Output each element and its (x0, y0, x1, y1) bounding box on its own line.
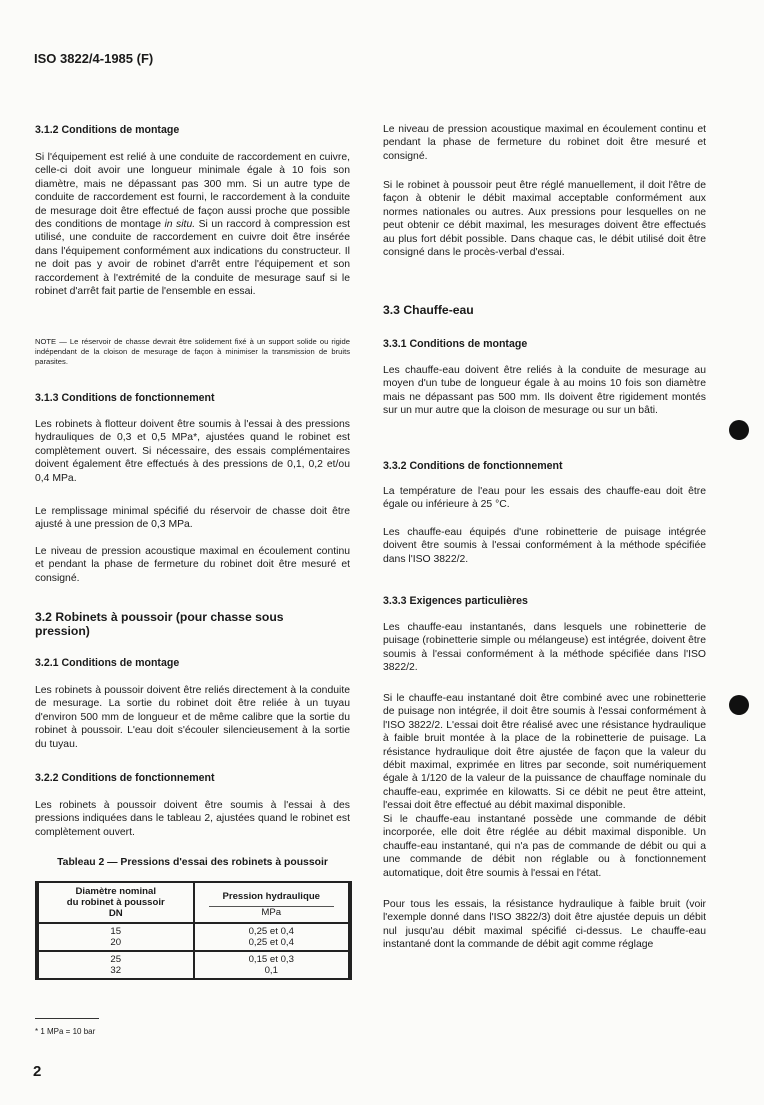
paragraph: Le remplissage minimal spécifié du réservoir de chasse doit être ajusté à une pression de 0,3 MPa. (35, 506, 350, 531)
footnote-rule (35, 1018, 99, 1019)
note: NOTE — Le réservoir de chasse devrait être solidement fixé à un support solide ou rigide indépendant de la cloison de mesurage de façon à minimiser la transmission de bruits parasites. (35, 337, 350, 367)
paragraph: Si le chauffe-eau instantané possède une commande de débit incorporée, elle doit être réglée au débit maximal disponible. Un chauffe-eau instantané, qui n'a pas de commande de débit ou qui a une commande de débit non réglable ou à fonctionnement automatique, doit être soumis à l'essai en l'état. (383, 814, 706, 879)
paragraph: Si le robinet à poussoir peut être réglé manuellement, il doit l'être de façon à obtenir le débit maximal acceptable conformément aux normes nationales ou autres. Aux pressions pour lesquelles on ne peut obtenir ce débit maximal, les mesurages doivent être effectués au plus fort débit possible. Dans chaque cas, le débit utilisé doit être consigné dans le procès-verbal d'essai. (383, 180, 706, 259)
paragraph: Les robinets à poussoir doivent être reliés directement à la conduite de mesurage. La sortie du robinet doit être reliée à un tuyau d'environ 500 mm de longueur et de même calibre que la sortie du robinet à poussoir. L'eau doit s'écouler silencieusement à la sortie du tuyau. (35, 685, 350, 750)
paragraph: Pour tous les essais, la résistance hydraulique à faible bruit (voir l'exemple donné dans l'ISO 3822/3) doit être ajustée depuis un débit nul jusqu'au débit maximal spécifié ci-dessus. Le chauffe-eau instantané dont la commande de débit agit comme réglage (383, 899, 706, 951)
section-3-2-heading: 3.2 Robinets à poussoir (pour chasse sous pression) (35, 610, 284, 638)
document-header-title: ISO 3822/4-1985 (F) (34, 51, 154, 66)
section-3-2-2-heading: 3.2.2 Conditions de fonctionnement (35, 772, 215, 784)
header-line: DN (108, 908, 123, 919)
section-3-3-1-heading: 3.3.1 Conditions de montage (383, 338, 528, 350)
unit: MPa (261, 906, 282, 918)
section-3-1-3-heading: 3.1.3 Conditions de fonctionnement (35, 392, 215, 404)
header-line: du robinet à poussoir (66, 897, 165, 908)
paragraph: La température de l'eau pour les essais des chauffe-eau doit être égale ou inférieure à 25 °C. (383, 486, 706, 511)
section-3-3-2-heading: 3.3.2 Conditions de fonctionnement (383, 460, 563, 472)
table-caption: Tableau 2 — Pressions d'essai des robinets à poussoir (57, 857, 328, 868)
paragraph: Les chauffe-eau doivent être reliés à la conduite de mesurage au moyen d'un tube de longueur égale à au moins 10 fois son diamètre mais ne dépassant pas 500 mm. Ils doivent être rigidement montés sur un mur autre que la cloison de mesurage ou sur un bâti. (383, 365, 706, 417)
table-row-group (38, 951, 349, 978)
header-line: Pression hydraulique (209, 888, 335, 907)
text: Si l'équipement est relié à une conduite de raccordement en cuivre, celle-ci doit avoir une longueur minimale égale à 10 fois son diamètre, mais ne dépassant pas 300 mm. Si un autre type de conduite de raccordement est fourni, le raccordement à la conduite de mesurage doit être effectué de façon aussi proche que possible des conditions de montage (35, 152, 350, 231)
punch-hole-mark (729, 420, 749, 440)
section-3-1-2-heading: 3.1.2 Conditions de montage (35, 124, 180, 136)
paragraph: Le niveau de pression acoustique maximal en écoulement continu et pendant la phase de fermeture du robinet doit être mesuré et consigné. (35, 546, 350, 584)
paragraph: Les robinets à flotteur doivent être soumis à l'essai à des pressions hydrauliques de 0,3 et 0,5 MPa*, ajustées quand le robinet est complètement ouvert. Si nécessaire, des essais complémentaires doivent également être effectués à des pressions de 0,1, 0,2 et/ou 0,4 MPa. (35, 419, 350, 484)
section-3-1-2-paragraph (35, 151, 350, 298)
paragraph: Le niveau de pression acoustique maximal en écoulement continu et pendant la phase de fermeture du robinet doit être mesuré et consigné. (383, 124, 706, 162)
punch-hole-mark (729, 695, 749, 715)
pressure-table (35, 881, 352, 980)
dn-cell: 25 32 (38, 951, 194, 978)
pressure-cell: 0,15 et 0,3 0,1 (194, 951, 350, 978)
section-3-3-heading: 3.3 Chauffe-eau (383, 303, 474, 317)
section-3-2-1-heading: 3.2.1 Conditions de montage (35, 657, 180, 669)
paragraph: Les chauffe-eau équipés d'une robinetterie de puisage intégrée doivent être soumis à l'essai conformément à la méthode spécifiée dans l'ISO 3822/2. (383, 527, 706, 565)
paragraph: Les robinets à poussoir doivent être soumis à l'essai à des pressions indiquées dans le tableau 2, ajustées quand le robinet est complètement ouvert. (35, 800, 350, 838)
pressure-cell: 0,25 et 0,4 0,25 et 0,4 (194, 923, 350, 951)
text: Si un raccord à compression est utilisé, une conduite de raccordement en cuivre doit être insérée dans l'équipement conformément aux indications du constructeur. Il ne doit pas y avoir de robinet d'arrêt entre l'équipement et son raccordement à l'extrémité de la conduite de mesurage sauf si le robinet d'arrêt fait partie de l'ensemble en essai. (35, 219, 351, 298)
table-row-group (38, 923, 349, 951)
paragraph: Si le chauffe-eau instantané doit être combiné avec une robinetterie de puisage non intégrée, il doit être soumis à l'essai conformément à l'ISO 3822/2. L'essai doit être réalisé avec une résistance hydraulique à faible bruit montée à la place de la robinetterie de puisage. La résistance hydraulique doit être ajustée de façon que la valeur du débit maximal, exprimée en litres par seconde, soit numériquement égale à 1/120 de la valeur de la puissance de chauffage nominale du chauffe-eau, exprimée en kilowatts. Si ce débit ne peut être atteint, l'essai doit être effectué au débit maximal disponible. (383, 693, 706, 812)
footnote: * 1 MPa = 10 bar (35, 1027, 96, 1036)
page-number: 2 (33, 1063, 42, 1080)
paragraph: Les chauffe-eau instantanés, dans lesquels une robinetterie de puisage (robinetterie simple ou mélangeuse) est intégrée, doivent être soumis à l'essai conformément à la méthode spécifiée dans l'ISO 3822/2. (383, 622, 706, 674)
table-header-diameter (38, 883, 194, 923)
header-line: Diamètre nominal (75, 886, 156, 897)
dn-cell: 15 20 (38, 923, 194, 951)
section-3-3-3-heading: 3.3.3 Exigences particulières (383, 595, 528, 607)
table-header-pressure (194, 883, 350, 923)
italic-text: in situ. (164, 219, 196, 231)
